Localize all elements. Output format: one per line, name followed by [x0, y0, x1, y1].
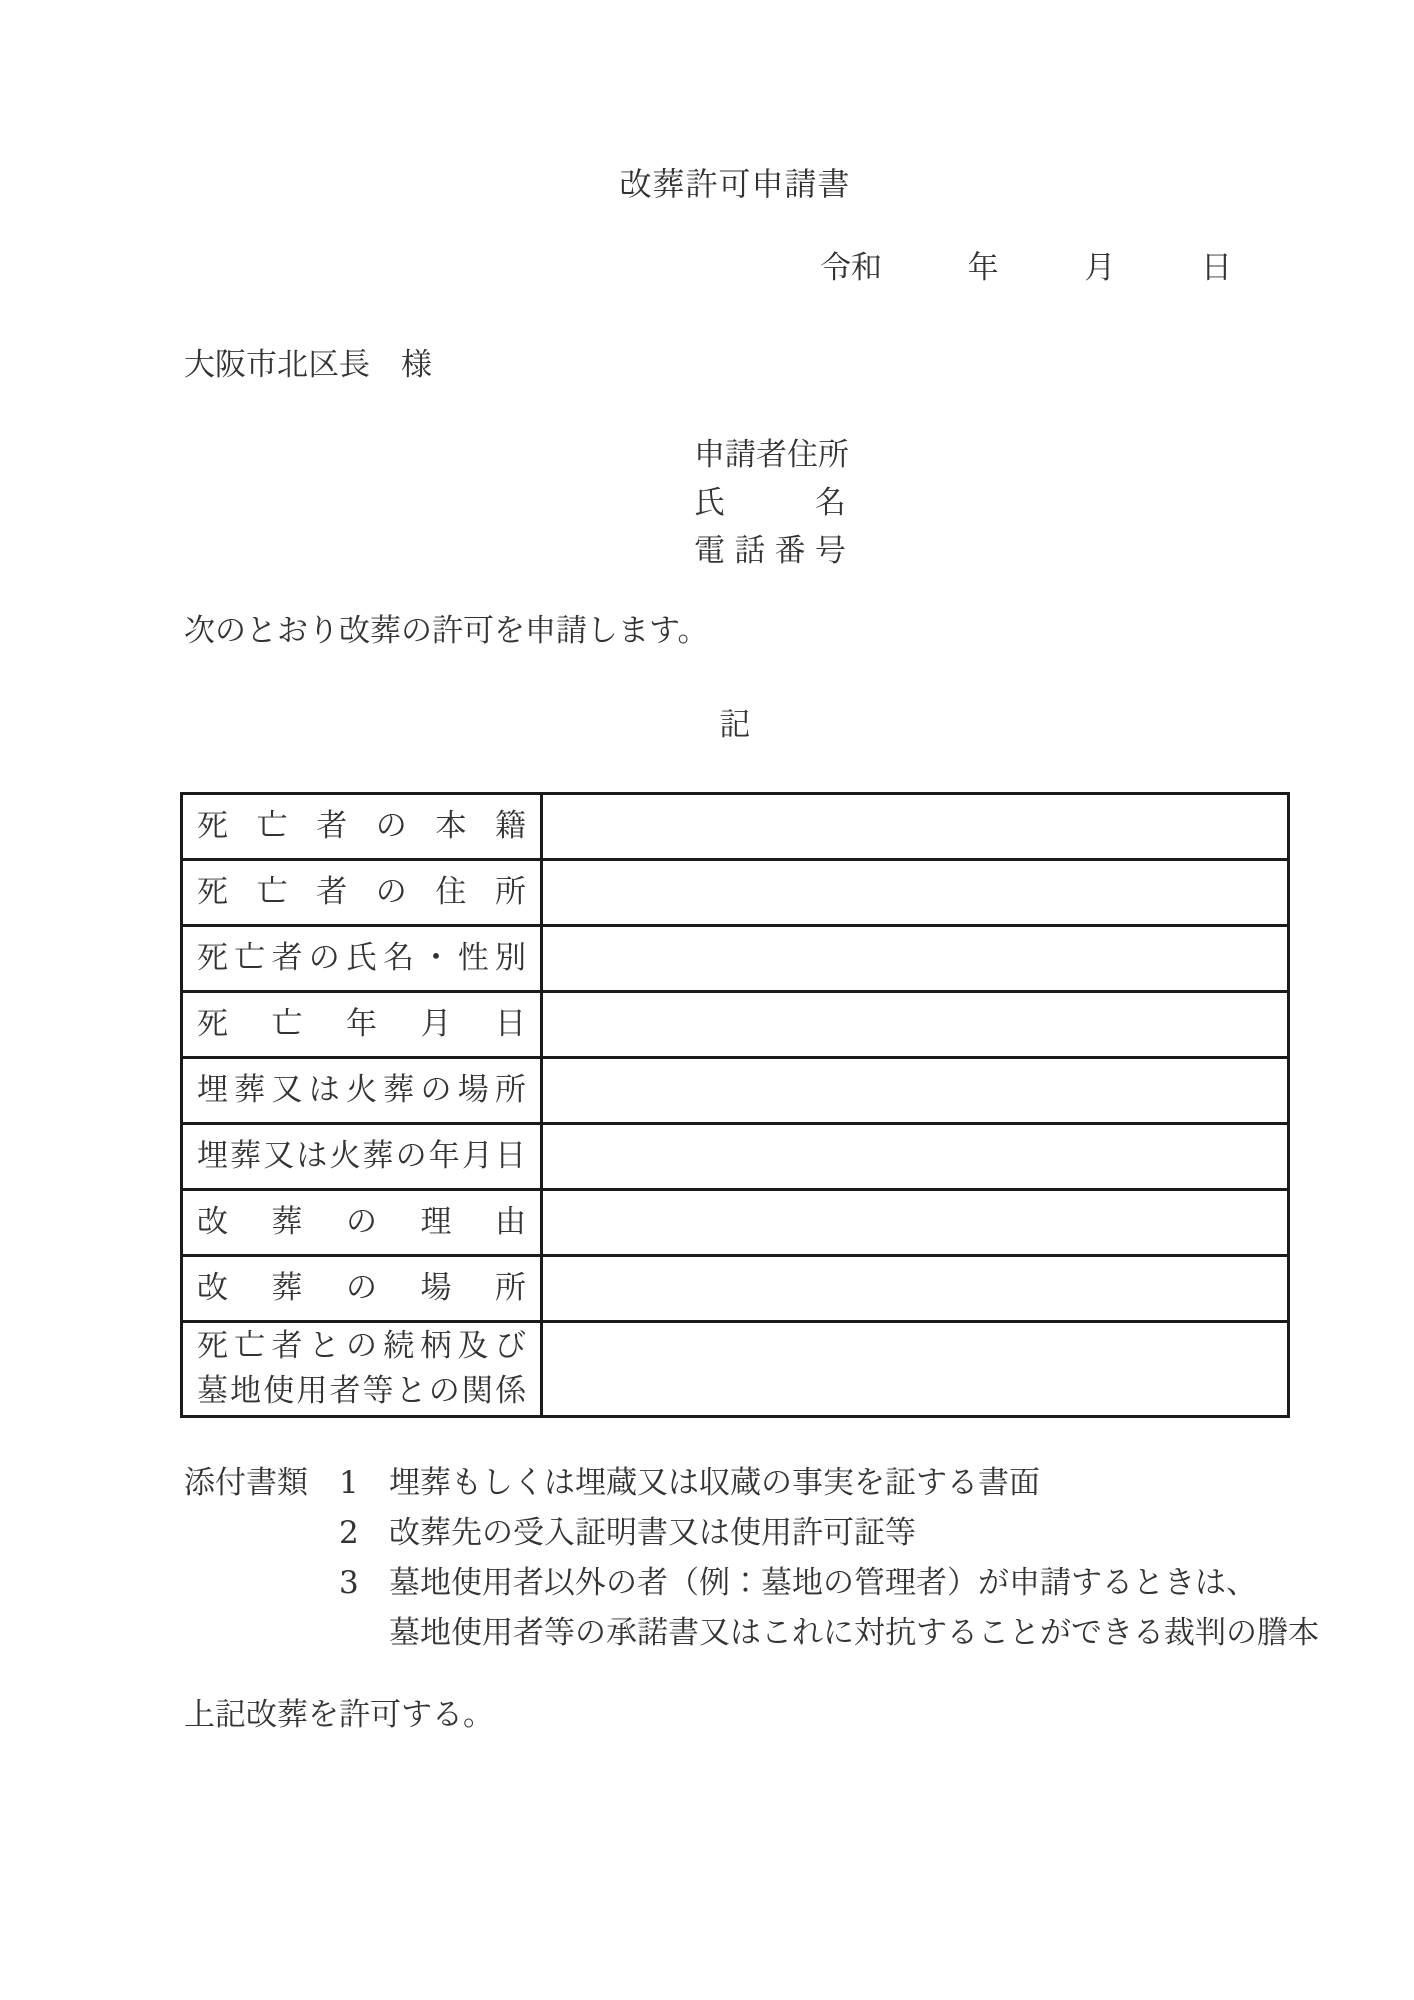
attachment-item	[184, 1565, 1319, 1601]
row-label	[183, 1323, 543, 1415]
row-value-cell	[543, 861, 1287, 924]
item-number: 1	[339, 1465, 359, 1501]
table-row	[183, 795, 1287, 858]
era-label: 令和	[820, 250, 882, 286]
row-value-cell	[543, 1059, 1287, 1122]
section-marker: 記	[719, 707, 751, 743]
applicant-block	[694, 437, 849, 584]
applicant-name-label: 氏 名	[694, 485, 846, 521]
attachment-item	[184, 1465, 1319, 1501]
day-label: 日	[1200, 250, 1232, 286]
item-text: 改葬先の受入証明書又は使用許可証等	[389, 1515, 916, 1551]
attachments-block	[184, 1465, 1319, 1668]
table-row	[183, 1056, 1287, 1122]
applicant-phone-label: 電 話 番 号	[694, 533, 846, 569]
row-value-cell	[543, 1257, 1287, 1320]
row-label-text: 死 亡 者 の 氏 名 ・ 性 別	[197, 940, 526, 976]
table-row	[183, 1188, 1287, 1254]
row-label-text: 埋 葬 又 は 火 葬 の 場 所	[197, 1072, 526, 1108]
intro-statement: 次のとおり改葬の許可を申請します。	[184, 613, 709, 649]
form-title: 改葬許可申請書	[619, 165, 851, 203]
row-value-cell	[543, 927, 1287, 990]
table-row	[183, 1122, 1287, 1188]
row-value-cell	[543, 993, 1287, 1056]
table-row	[183, 858, 1287, 924]
row-value-cell	[543, 1323, 1287, 1415]
item-number: 2	[339, 1515, 359, 1551]
row-label-text: 埋 葬 又 は 火 葬 の 年 月 日	[197, 1138, 526, 1174]
row-label	[183, 795, 543, 858]
row-label	[183, 1125, 543, 1188]
attachment-item	[184, 1515, 1319, 1551]
item-text: 埋葬もしくは埋蔵又は収蔵の事実を証する書面	[389, 1465, 1040, 1501]
attachment-item-continuation	[184, 1615, 1319, 1651]
row-label-text: 死 亡 者 と の 続 柄 及 び	[197, 1328, 526, 1364]
date-line	[820, 250, 1232, 286]
addressee: 大阪市北区長 様	[184, 347, 432, 383]
row-label-text: 改 葬 の 理 由	[197, 1204, 526, 1240]
row-label	[183, 993, 543, 1056]
row-label	[183, 1191, 543, 1254]
item-text-continuation: 墓地使用者等の承諾書又はこれに対抗することができる裁判の謄本	[389, 1615, 1319, 1651]
permit-statement: 上記改葬を許可する。	[184, 1697, 494, 1733]
attachments-label: 添付書類	[184, 1465, 308, 1501]
item-number: 3	[339, 1565, 359, 1601]
item-text: 墓地使用者以外の者（例：墓地の管理者）が申請するときは、	[389, 1565, 1257, 1601]
row-value-cell	[543, 795, 1287, 858]
row-value-cell	[543, 1191, 1287, 1254]
table-row	[183, 1320, 1287, 1415]
row-label-text: 死 亡 者 の 住 所	[197, 874, 526, 910]
applicant-address-label: 申 請 者 住 所	[694, 437, 849, 473]
row-label-text: 墓 地 使 用 者 等 と の 関 係	[197, 1373, 526, 1409]
row-label-text: 死 亡 年 月 日	[197, 1006, 526, 1042]
row-label-text: 改 葬 の 場 所	[197, 1270, 526, 1306]
row-label	[183, 861, 543, 924]
year-label: 年	[967, 250, 999, 286]
row-label	[183, 1257, 543, 1320]
table-row	[183, 924, 1287, 990]
table-row	[183, 1254, 1287, 1320]
row-value-cell	[543, 1125, 1287, 1188]
details-table	[180, 792, 1290, 1418]
month-label: 月	[1084, 250, 1116, 286]
row-label-text: 死 亡 者 の 本 籍	[197, 808, 526, 844]
table-row	[183, 990, 1287, 1056]
row-label	[183, 927, 543, 990]
row-label	[183, 1059, 543, 1122]
